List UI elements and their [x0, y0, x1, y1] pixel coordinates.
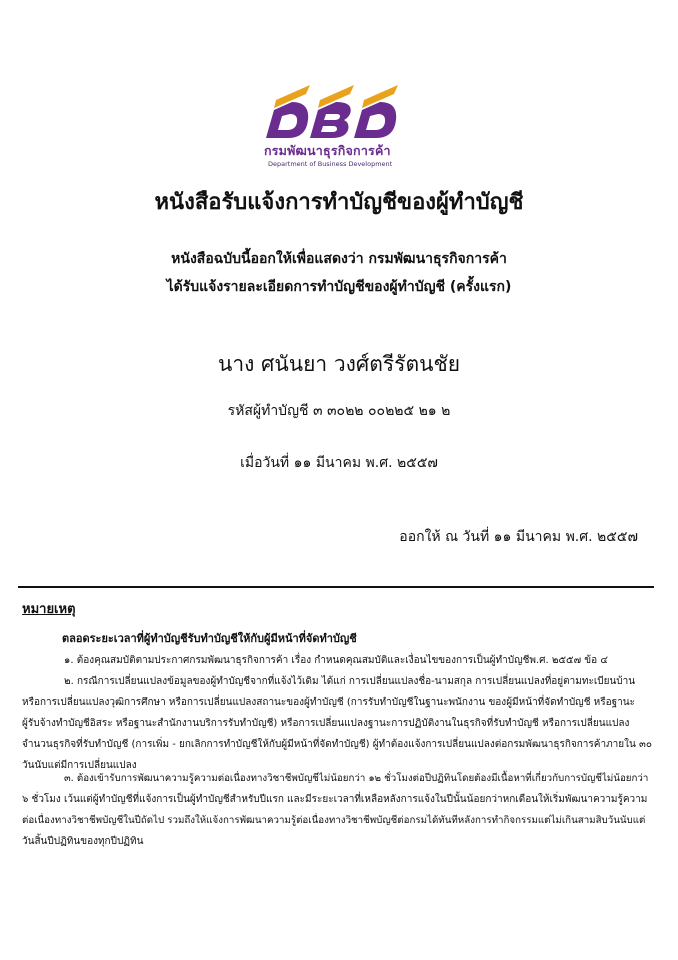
- dbd-logo-mark: [262, 80, 412, 142]
- logo-english-name: Department of Business Development: [268, 160, 393, 168]
- note-item-2-line: หรือการเปลี่ยนแปลงวุฒิการศึกษา หรือการเปลี่ยนแปลงสถานะของผู้ทำบัญชี (การรับทำบัญชีในฐานะพนักงาน ของผู้มีหน้าที่จัดทำบัญชี หรือฐานะ: [22, 697, 635, 708]
- dbd-logo: [262, 80, 412, 178]
- note-item-2-line: ผู้รับจ้างทำบัญชีอิสระ หรือฐานะสำนักงานบริการรับทำบัญชี) หรือการเปลี่ยนแปลงฐานะการปฏิบัติงานในธุรกิจที่รับทำบัญชี หรือการเปลี่ยนแปลง: [22, 718, 630, 729]
- note-item-2: [22, 671, 658, 776]
- note-item-3-line: ๖ ชั่วโมง เว้นแต่ผู้ทำบัญชีที่แจ้งการเป็นผู้ทำบัญชีสำหรับปีแรก และมีระยะเวลาที่เหลือหลังการแจ้งในปีนั้นน้อยกว่าหกเดือนให้เริ่มพัฒนาความรู้ความ: [22, 794, 648, 805]
- note-item-3-line: วันสิ้นปีปฏิทินของทุกปีปฏิทิน: [22, 836, 144, 847]
- note-item-3-line: ต่อเนื่องทางวิชาชีพบัญชีในปีถัดไป รวมถึงให้แจ้งการพัฒนาความรู้ต่อเนื่องทางวิชาชีพบัญชีต่อกรมได้ทันทีหลังการทำกิจกรรมแต่ไม่เกินสามสิบวันนับแต่: [22, 815, 646, 826]
- issued-date: ออกให้ ณ วันที่ ๑๑ มีนาคม พ.ศ. ๒๕๕๗: [399, 529, 638, 545]
- note-item-1: [22, 650, 658, 671]
- note-item-3-line: ๓. ต้องเข้ารับการพัฒนาความรู้ความต่อเนื่องทางวิชาชีพบัญชีไม่น้อยกว่า ๑๒ ชั่วโมงต่อปีปฏิทินโดยต้องมีเนื้อหาที่เกี่ยวกับการบัญชีไม่น้อยกว่า: [64, 773, 649, 784]
- notes-section-heading: ตลอดระยะเวลาที่ผู้ทำบัญชีรับทำบัญชีให้กับผู้มีหน้าที่จัดทำบัญชี: [62, 632, 357, 645]
- logo-thai-name: กรมพัฒนาธุรกิจการค้า: [264, 143, 391, 158]
- notes-heading: หมายเหตุ: [22, 602, 76, 617]
- note-item-2-line: ๒. กรณีการเปลี่ยนแปลงข้อมูลของผู้ทำบัญชีจากที่แจ้งไว้เดิม ได้แก่ การเปลี่ยนแปลงชื่อ-นามสกุล การเปลี่ยนแปลงที่อยู่ตามทะเบียนบ้าน: [64, 676, 636, 687]
- accountant-name: นาง ศนันยา วงศ์ตรีรัตนชัย: [217, 352, 460, 376]
- note-item-2-line: วันนับแต่มีการเปลี่ยนแปลง: [22, 760, 137, 771]
- note-item-2-line: จำนวนธุรกิจที่รับทำบัญชี (การเพิ่ม - ยกเลิกการทำบัญชีให้กับผู้มีหน้าที่จัดทำบัญชี) ผู้ทำต้องแจ้งการเปลี่ยนแปลงต่อกรมพัฒนาธุรกิจการค้าภายใน ๓๐: [22, 739, 652, 750]
- notified-date: เมื่อวันที่ ๑๑ มีนาคม พ.ศ. ๒๕๕๗: [240, 455, 438, 471]
- document-title: หนังสือรับแจ้งการทำบัญชีของผู้ทำบัญชี: [154, 190, 524, 215]
- accountant-code: รหัสผู้ทำบัญชี ๓ ๓๐๒๒ ๐๐๒๒๕ ๒๑ ๒: [227, 403, 451, 419]
- note-item-3: [22, 768, 658, 852]
- note-item-1-text: ๑. ต้องคุณสมบัติตามประกาศกรมพัฒนาธุรกิจการค้า เรื่อง กำหนดคุณสมบัติและเงื่อนไขของการเป็นผู้ทำบัญชีพ.ศ. ๒๕๕๗ ข้อ ๔: [64, 655, 608, 666]
- subtitle-line-2: ได้รับแจ้งรายละเอียดการทำบัญชีของผู้ทำบัญชี (ครั้งแรก): [166, 279, 512, 295]
- subtitle-line-1: หนังสือฉบับนี้ออกให้เพื่อแสดงว่า กรมพัฒนาธุรกิจการค้า: [171, 251, 507, 267]
- divider-rule: [18, 586, 654, 588]
